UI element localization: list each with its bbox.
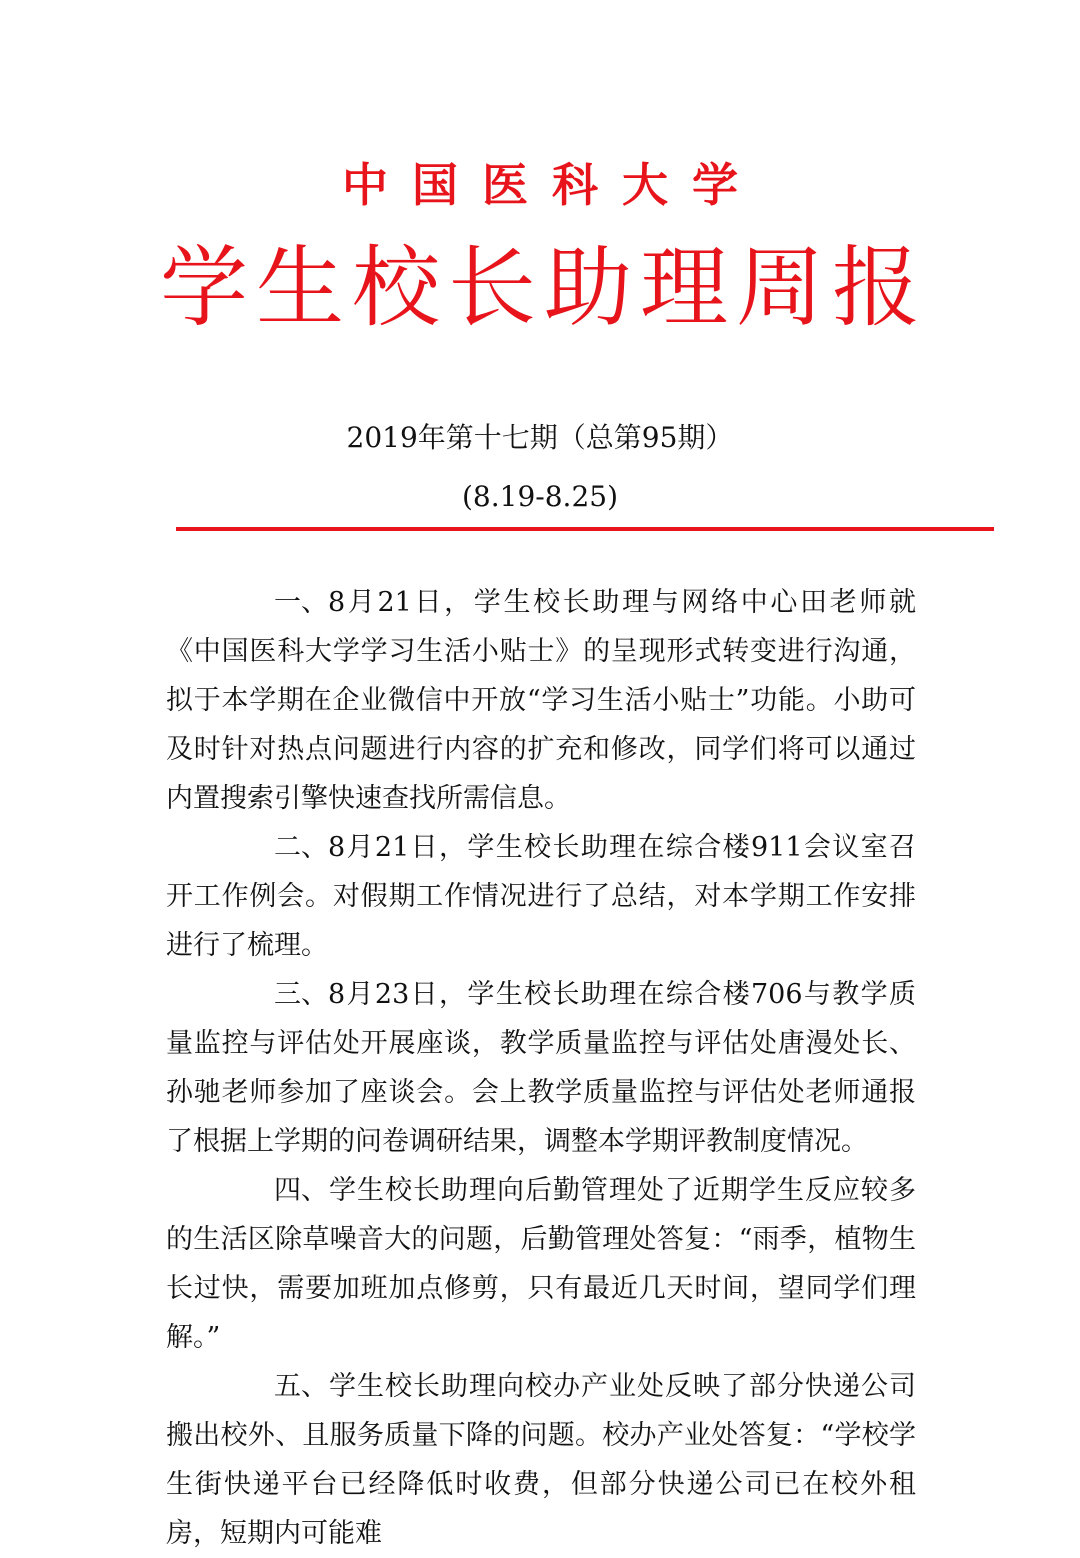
report-item-3 — [166, 970, 916, 1166]
report-item-1 — [166, 578, 916, 823]
item-number: 一、 — [274, 587, 328, 618]
item-text: 8月23日，学生校长助理在综合楼706与教学质量监控与评估处开展座谈，教学质量监控与评估处唐漫处长、孙驰老师参加了座谈会。会上教学质量监控与评估处老师通报了根据上学期的问卷调研结果，调整本学期评教制度情况。 — [166, 979, 916, 1157]
item-text: 学生校长助理向校办产业处反映了部分快递公司搬出校外、且服务质量下降的问题。校办产业处答复：“学校学生街快递平台已经降低时收费，但部分快递公司已在校外租房，短期内可能难 — [166, 1371, 916, 1549]
report-item-5 — [166, 1362, 916, 1558]
report-body — [166, 578, 916, 1558]
org-name: 中国医科大学 — [342, 158, 762, 212]
report-title: 学生校长助理周报 — [159, 236, 928, 339]
item-text: 8月21日，学生校长助理在综合楼911会议室召开工作例会。对假期工作情况进行了总结，对本学期工作安排进行了梳理。 — [166, 832, 916, 961]
red-divider — [176, 527, 994, 531]
item-text: 学生校长助理向后勤管理处了近期学生反应较多的生活区除草噪音大的问题，后勤管理处答复：“雨季，植物生长过快，需要加班加点修剪，只有最近几天时间，望同学们理解。” — [166, 1175, 916, 1353]
item-number: 五、 — [274, 1371, 328, 1402]
item-text: 8月21日，学生校长助理与网络中心田老师就《中国医科大学学习生活小贴士》的呈现形式转变进行沟通，拟于本学期在企业微信中开放“学习生活小贴士”功能。小助可及时针对热点问题进行内容的扩充和修改，同学们将可以通过内置搜索引擎快速查找所需信息。 — [166, 587, 916, 814]
item-number: 二、 — [274, 832, 328, 863]
report-item-2 — [166, 823, 916, 970]
item-number: 四、 — [274, 1175, 328, 1206]
item-number: 三、 — [274, 979, 328, 1010]
date-range: (8.19-8.25) — [462, 480, 618, 513]
issue-number: 2019年第十七期（总第95期） — [346, 421, 734, 454]
report-item-4 — [166, 1166, 916, 1362]
